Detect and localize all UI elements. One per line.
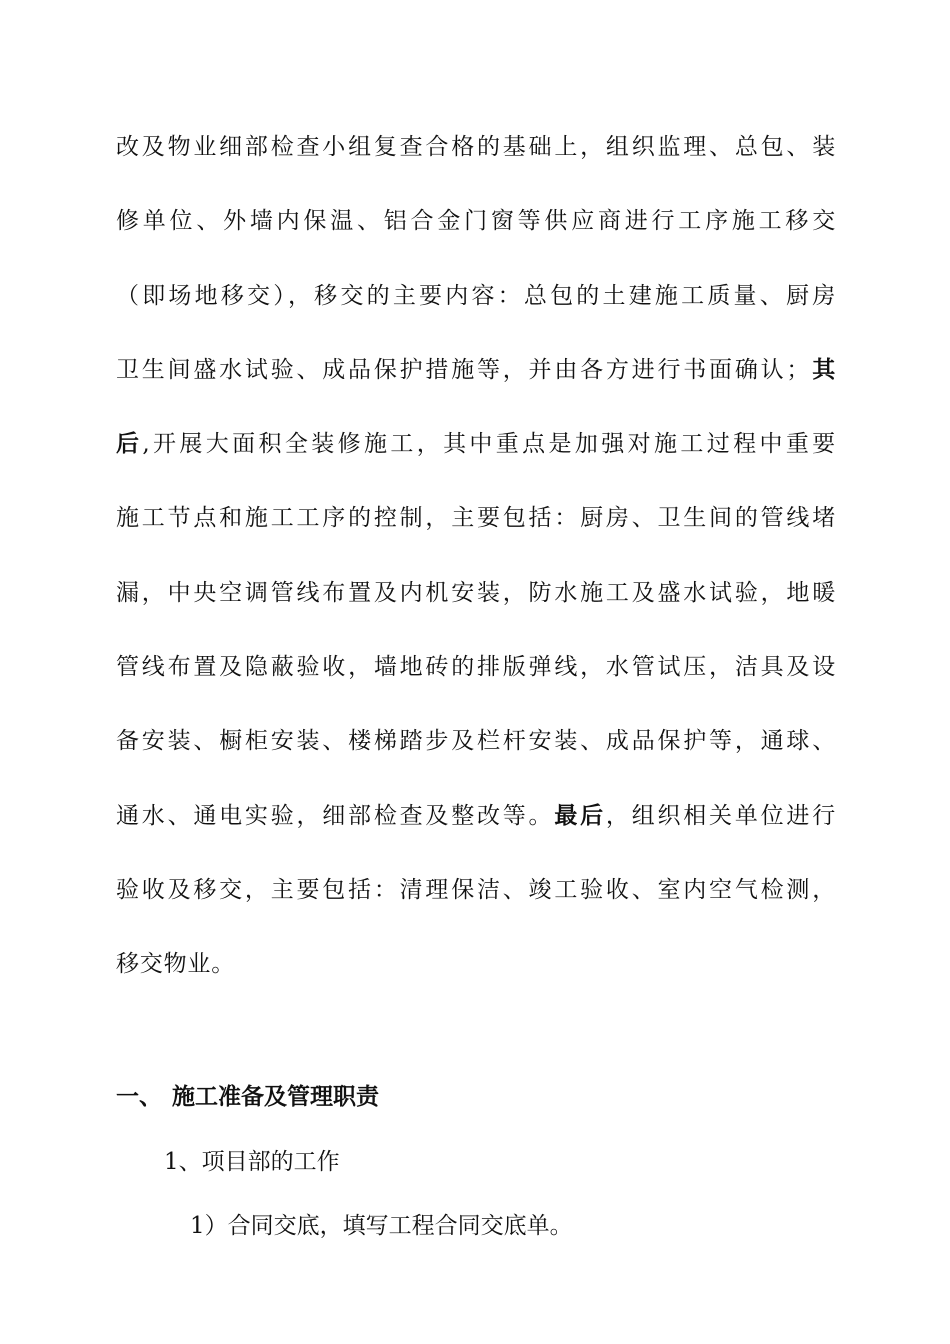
paragraph-line-4-text: 卫生间盛水试验、成品保护措施等，并由各方进行书面确认；: [116, 357, 811, 383]
paragraph-line-7: 漏，中央空调管线布置及内机安装，防水施工及盛水试验，地暖: [116, 580, 836, 606]
paragraph-line-5-bold: 后: [116, 430, 143, 457]
section-title: 施工准备及管理职责: [172, 1083, 379, 1110]
paragraph-line-9: 备安装、橱柜安装、楼梯踏步及栏杆安装、成品保护等，通球、: [116, 728, 836, 754]
paragraph-line-5-text: ,开展大面积全装修施工，其中重点是加强对施工过程中重要: [142, 431, 836, 457]
paragraph-line-8: 管线布置及隐蔽验收，墙地砖的排版弹线，水管试压，洁具及设: [116, 654, 836, 680]
paragraph-line-11: 验收及移交，主要包括：清理保洁、竣工验收、室内空气检测，: [116, 877, 836, 903]
paragraph-line-10-bold: 最后: [554, 802, 606, 829]
section-heading: [116, 1082, 379, 1112]
section-number: 一、: [116, 1083, 162, 1110]
paragraph-line-3: （即场地移交），移交的主要内容：总包的土建施工质量、厨房: [116, 283, 836, 309]
paragraph-line-4-bold: 其: [810, 356, 836, 383]
paragraph-line-12: 移交物业。: [116, 951, 235, 977]
paragraph-line-2: 修单位、外墙内保温、铝合金门窗等供应商进行工序施工移交: [116, 208, 836, 234]
paragraph-line-10-text: 通水、通电实验，细部检查及整改等。: [116, 803, 555, 829]
paragraph-line-5: [116, 429, 836, 459]
paragraph-line-4: [116, 355, 836, 385]
subsection-title: 1、项目部的工作: [164, 1149, 340, 1175]
paragraph-line-1: 改及物业细部检查小组复查合格的基础上，组织监理、总包、装: [116, 134, 836, 160]
paragraph-line-10-rest: ，组织相关单位进行: [605, 803, 836, 829]
paragraph-line-10: [116, 801, 836, 831]
list-item: 1）合同交底，填写工程合同交底单。: [190, 1213, 573, 1239]
paragraph-line-6: 施工节点和施工工序的控制，主要包括：厨房、卫生间的管线堵: [116, 505, 836, 531]
